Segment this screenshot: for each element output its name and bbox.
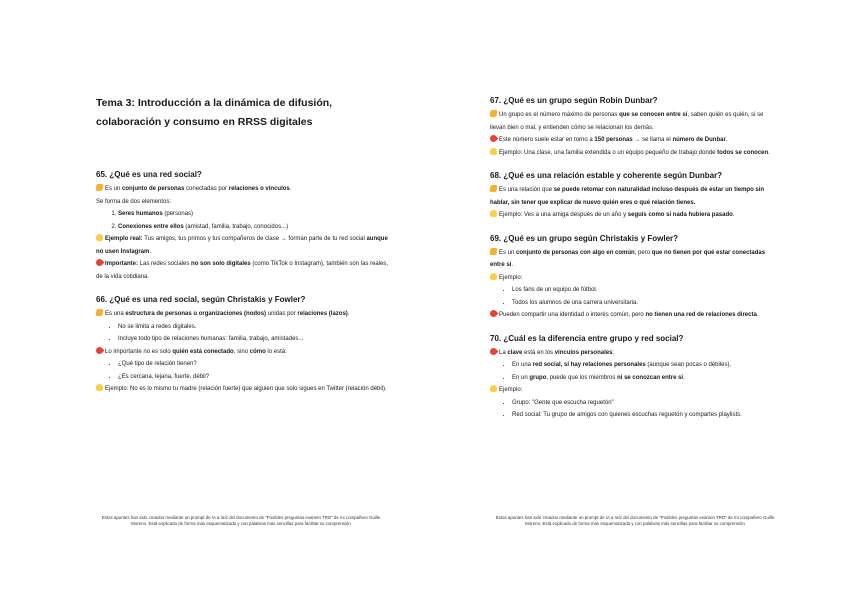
q69-definition: Es un conjunto de personas con algo en común, pero que no tienen por qué estar conectadas entre sí. [490,249,766,268]
list-item: • Red social: Tu grupo de amigos con quienes escuchas reguetón y compartes playlists. [512,409,770,422]
list-item: • Grupo: "Gente que escucha reguetón" [512,397,770,410]
pointing-hand-icon [489,185,497,192]
list-item: 2. Conexiones entre ellos (amistad, familia, trabajo, conocidos...) [118,221,396,234]
pointing-hand-icon [95,309,103,316]
pointing-hand-icon [489,110,497,117]
q68-definition: Es una relación que se puede retomar con naturalidad incluso después de estar un tiempo sin hablar, sin tener que explicar de nuevo quién eres o qué relación tienes. [490,187,765,206]
lightbulb-icon [490,210,497,217]
q66-list-a [96,321,396,346]
q65-important: Importante: Las redes sociales no son solo digitales (como TikTok o Instagram), también son las reales, de la vida cotidiana. [96,258,396,283]
pushpin-icon [95,258,105,268]
list-item: 1. Seres humanos (personas) [118,208,396,221]
q70-key: La clave está en los vínculos personales: [490,347,770,360]
question-66-heading: 66. ¿Qué es una red social, según Christakis y Fowler? [96,295,306,304]
q66-definition: Es una estructura de personas u organizaciones (nodos) unidas por relaciones (lazos). [96,308,396,321]
q66-list-b [96,358,396,383]
lightbulb-icon [490,385,497,392]
pointing-hand-icon [95,184,103,191]
pointing-hand-icon [489,248,497,255]
q70-example: Ejemplo: [490,384,770,397]
q66-important: Lo importante no es solo quién está conectado, sino cómo lo está: [96,346,396,359]
question-66 [96,295,396,396]
lightbulb-icon [96,384,103,391]
q70-list-a [490,359,770,384]
question-65 [96,170,396,283]
q65-formed: Se forma de dos elementos: [96,198,172,205]
pushpin-icon [95,345,105,355]
list-item: • En una red social, sí hay relaciones personales (aunque sean pocas o débiles). [512,359,770,372]
question-67 [490,96,770,159]
q65-example: Ejemplo real: Tus amigos, tus primos y tus compañeros de clase → forman parte de tu red social aunque no usen Instagram. [96,236,388,255]
question-70-heading: 70. ¿Cuál es la diferencia entre grupo y red social? [490,333,684,343]
list-item: • No se limita a redes digitales. [118,321,396,334]
q69-example: Ejemplo: [490,272,770,285]
q68-example: Ejemplo: Ves a una amiga después de un año y seguís como si nada hubiera pasado. [490,209,770,222]
question-70 [490,334,770,422]
q69-list [490,284,770,309]
pushpin-icon [489,309,499,319]
left-column [96,170,396,396]
lightbulb-icon [490,148,497,155]
q67-number: Este número suele estar en torno a 150 personas → se llama el número de Dunbar. [490,134,770,147]
lightbulb-icon [490,273,497,280]
list-item: • Los fans de un equipo de fútbol. [512,284,770,297]
list-item: • ¿Es cercana, lejana, fuerte, débil? [118,371,396,384]
pushpin-icon [489,134,499,144]
list-item: • Todos los alumnos de una carrera universitaria. [512,297,770,310]
pushpin-icon [489,346,499,356]
q65-elements-list [96,208,396,233]
q69-note: Pueden compartir una identidad o interés común, pero no tienen una red de relaciones directa. [490,309,770,322]
q67-definition: Un grupo es el número máximo de personas que se conocen entre sí, saben quién es quién, si se llevan bien o mal, y entienden cómo se relacionan los demás. [490,112,764,131]
left-footer: Estos apuntes han sido creados mediante un prompt de IA a raíz del documento de "Posibles preguntas examen TRD" de mi compañero Guille Moreno. Está explicado de forma más esquematizada y con palabras más sencillas para facilitar su comprensión [101,515,381,526]
right-column [490,96,770,422]
lightbulb-icon [96,234,103,241]
question-65-heading: 65. ¿Qué es una red social? [96,170,202,179]
q66-example: Ejemplo: No es lo mismo tu madre (relación fuerte) que alguien que solo sigues en Twitter (relación débil). [96,383,396,396]
question-67-heading: 67. ¿Qué es un grupo según Robin Dunbar? [490,96,658,105]
page-title: Tema 3: Introducción a la dinámica de difusión, colaboración y consumo en RRSS digitales [96,97,333,128]
question-69-heading: 69. ¿Qué es un grupo según Christakis y Fowler? [490,233,679,243]
q67-example: Ejemplo: Una clase, una familia extendida o un equipo pequeño de trabajo donde todos se conocen. [490,147,770,160]
list-item: • ¿Qué tipo de relación tienen? [118,358,396,371]
q65-definition: Es un conjunto de personas conectadas por relaciones o vínculos. [96,183,396,196]
question-68-heading: 68. ¿Qué es una relación estable y coherente según Dunbar? [490,171,723,180]
question-69 [490,234,770,322]
right-footer: Estos apuntes han sido creados mediante un prompt de IA a raíz del documento de "Posibles preguntas examen TRD" de mi compañero Guille Moreno. Está explicado de forma más esquematizada y con palabras más sencillas para facilitar su comprensión [495,515,775,526]
list-item: • Incluye todo tipo de relaciones humanas: familia, trabajo, amistades... [118,333,396,346]
q70-list-b [490,397,770,422]
list-item: • En un grupo, puede que los miembros ni se conozcan entre sí. [512,372,770,385]
question-68 [490,171,770,222]
